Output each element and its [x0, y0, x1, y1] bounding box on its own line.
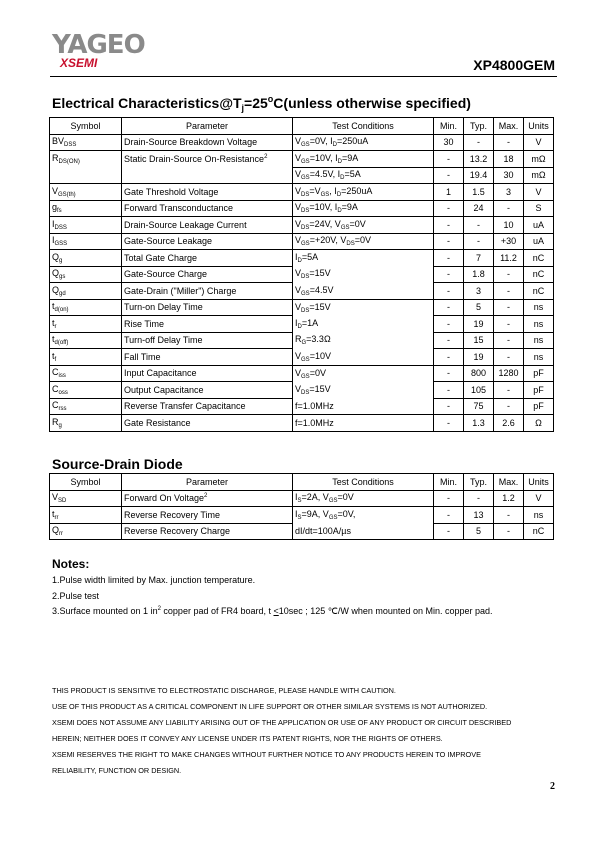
min-cell: -	[434, 365, 464, 382]
symbol-cell: $I_{GSS}$	[50, 233, 122, 250]
unit-cell: uA	[524, 217, 554, 234]
table-row	[50, 398, 554, 415]
min-cell: -	[434, 523, 464, 540]
typ-cell: -	[464, 134, 494, 151]
table-row	[50, 283, 554, 300]
parameter-cell: Input Capacitance	[122, 365, 293, 382]
max-cell: +30	[494, 233, 524, 250]
table-row	[50, 233, 554, 250]
table-row	[50, 365, 554, 382]
condition-cell: $V_{DS}=15V$	[293, 266, 434, 283]
max-cell: -	[494, 332, 524, 349]
electrical-characteristics-table	[49, 117, 554, 432]
condition-cell: $V_{DS}=V_{GS}$, $I_D=250uA$	[293, 184, 434, 201]
disclaimer-line: THIS PRODUCT IS SENSITIVE TO ELECTROSTATIC DISCHARGE, PLEASE HANDLE WITH CAUTION.	[52, 686, 396, 695]
unit-cell: nC	[524, 283, 554, 300]
table-header-row	[50, 474, 554, 491]
condition-cell: $I_S=2A$, $V_{GS}=0V$	[293, 490, 434, 507]
table-row	[50, 217, 554, 234]
parameter-cell: Gate-Source Charge	[122, 266, 293, 283]
unit-cell: ns	[524, 507, 554, 524]
parameter-cell: Forward On Voltage$^2$	[122, 490, 293, 507]
parameter-cell: Gate-Drain ("Miller") Charge	[122, 283, 293, 300]
symbol-cell: $t_{d(off)}$	[50, 332, 122, 349]
column-header-test-conditions: Test Conditions	[293, 118, 434, 135]
condition-cell: dI/dt=100A/µs	[293, 523, 434, 540]
max-cell: -	[494, 200, 524, 217]
column-header-parameter: Parameter	[122, 118, 293, 135]
unit-cell: pF	[524, 365, 554, 382]
parameter-cell: Gate Resistance	[122, 415, 293, 432]
disclaimer-line: RELIABILITY, FUNCTION OR DESIGN.	[52, 766, 182, 775]
unit-cell: ns	[524, 332, 554, 349]
parameter-cell: Reverse Recovery Charge	[122, 523, 293, 540]
unit-cell: pF	[524, 382, 554, 399]
min-cell: -	[434, 415, 464, 432]
typ-cell: -	[464, 233, 494, 250]
symbol-cell: $V_{SD}$	[50, 490, 122, 507]
column-header-units: Units	[524, 118, 554, 135]
unit-cell: V	[524, 184, 554, 201]
min-cell: -	[434, 382, 464, 399]
min-cell: -	[434, 507, 464, 524]
symbol-cell: $C_{rss}$	[50, 398, 122, 415]
symbol-cell: $t_f$	[50, 349, 122, 366]
condition-cell: $V_{DS}=24V$, $V_{GS}=0V$	[293, 217, 434, 234]
max-cell: -	[494, 523, 524, 540]
typ-cell: 105	[464, 382, 494, 399]
symbol-cell: $g_{fs}$	[50, 200, 122, 217]
max-cell: 30	[494, 167, 524, 184]
column-header-test-conditions: Test Conditions	[293, 474, 434, 491]
symbol-cell	[50, 167, 122, 184]
condition-cell: $I_S=9A$, $V_{GS}=0V$,	[293, 507, 434, 524]
table-header-row	[50, 118, 554, 135]
typ-cell: 19	[464, 316, 494, 333]
header-divider	[50, 76, 557, 77]
parameter-cell: Reverse Transfer Capacitance	[122, 398, 293, 415]
unit-cell: V	[524, 490, 554, 507]
column-header-symbol: Symbol	[50, 118, 122, 135]
disclaimer-line: XSEMI RESERVES THE RIGHT TO MAKE CHANGES WITHOUT FURTHER NOTICE TO ANY PRODUCTS HEREIN TO IMPROVE	[52, 750, 481, 759]
unit-cell: mΩ	[524, 151, 554, 168]
parameter-cell: Static Drain-Source On-Resistance$^2$	[122, 151, 293, 168]
condition-cell: $I_D=5A$	[293, 250, 434, 267]
disclaimer-line: USE OF THIS PRODUCT AS A CRITICAL COMPONENT IN LIFE SUPPORT OR OTHER SIMILAR SYSTEMS IS NOT AUTHORIZED.	[52, 702, 488, 711]
unit-cell: Ω	[524, 415, 554, 432]
parameter-cell: Total Gate Charge	[122, 250, 293, 267]
max-cell: 18	[494, 151, 524, 168]
max-cell: 3	[494, 184, 524, 201]
symbol-cell: $t_r$	[50, 316, 122, 333]
typ-cell: 5	[464, 523, 494, 540]
max-cell: -	[494, 398, 524, 415]
min-cell: -	[434, 151, 464, 168]
typ-cell: -	[464, 490, 494, 507]
max-cell: -	[494, 134, 524, 151]
section-title-source-drain: Source-Drain Diode	[52, 456, 183, 472]
unit-cell: S	[524, 200, 554, 217]
note-2: 2.Pulse test	[52, 591, 100, 601]
symbol-cell: $Q_{gd}$	[50, 283, 122, 300]
table-row	[50, 134, 554, 151]
condition-cell: $V_{DS}=15V$	[293, 299, 434, 316]
unit-cell: uA	[524, 233, 554, 250]
symbol-cell: $V_{GS(th)}$	[50, 184, 122, 201]
disclaimer-line: XSEMI DOES NOT ASSUME ANY LIABILITY ARISING OUT OF THE APPLICATION OR USE OF ANY PRODUCT OR CIRCUIT DESCRIBED	[52, 718, 512, 727]
parameter-cell: Drain-Source Breakdown Voltage	[122, 134, 293, 151]
unit-cell: nC	[524, 250, 554, 267]
table-row	[50, 316, 554, 333]
column-header-parameter: Parameter	[122, 474, 293, 491]
typ-cell: 13	[464, 507, 494, 524]
unit-cell: pF	[524, 398, 554, 415]
column-header-max: Max.	[494, 474, 524, 491]
table-row	[50, 299, 554, 316]
symbol-cell: $t_{rr}$	[50, 507, 122, 524]
symbol-cell: $C_{oss}$	[50, 382, 122, 399]
typ-cell: -	[464, 217, 494, 234]
note-1: 1.Pulse width limited by Max. junction temperature.	[52, 575, 256, 585]
min-cell: -	[434, 316, 464, 333]
max-cell: -	[494, 266, 524, 283]
unit-cell: V	[524, 134, 554, 151]
condition-cell: $R_G=3.3\Omega$	[293, 332, 434, 349]
parameter-cell: Fall Time	[122, 349, 293, 366]
table-row	[50, 184, 554, 201]
condition-cell: f=1.0MHz	[293, 415, 434, 432]
column-header-typ: Typ.	[464, 474, 494, 491]
typ-cell: 1.8	[464, 266, 494, 283]
unit-cell: nC	[524, 523, 554, 540]
min-cell: -	[434, 266, 464, 283]
symbol-cell: $C_{iss}$	[50, 365, 122, 382]
unit-cell: ns	[524, 299, 554, 316]
typ-cell: 13.2	[464, 151, 494, 168]
parameter-cell: Gate Threshold Voltage	[122, 184, 293, 201]
parameter-cell: Reverse Recovery Time	[122, 507, 293, 524]
max-cell: -	[494, 349, 524, 366]
parameter-cell: Rise Time	[122, 316, 293, 333]
section-title-electrical: Electrical $Characteristics@T_j=25^oC(unless$ otherwise specified)	[52, 94, 471, 113]
typ-cell: 15	[464, 332, 494, 349]
min-cell: 1	[434, 184, 464, 201]
symbol-cell: $R_{DS(ON)}$	[50, 151, 122, 168]
typ-cell: 19.4	[464, 167, 494, 184]
table-row	[50, 507, 554, 524]
source-drain-diode-table	[49, 473, 554, 540]
column-header-min: Min.	[434, 474, 464, 491]
min-cell: -	[434, 217, 464, 234]
min-cell: -	[434, 490, 464, 507]
min-cell: -	[434, 167, 464, 184]
condition-cell: $V_{GS}=0V$, $I_D=250uA$	[293, 134, 434, 151]
max-cell: 10	[494, 217, 524, 234]
min-cell: -	[434, 200, 464, 217]
table-row	[50, 167, 554, 184]
max-cell: 2.6	[494, 415, 524, 432]
symbol-cell: $BV_{DSS}$	[50, 134, 122, 151]
condition-cell: $V_{GS}=+20V$, $V_{DS}=0V$	[293, 233, 434, 250]
max-cell: -	[494, 507, 524, 524]
unit-cell: ns	[524, 349, 554, 366]
max-cell: -	[494, 382, 524, 399]
min-cell: -	[434, 332, 464, 349]
unit-cell: mΩ	[524, 167, 554, 184]
min-cell: -	[434, 299, 464, 316]
table-row	[50, 266, 554, 283]
symbol-cell: $Q_{gs}$	[50, 266, 122, 283]
min-cell: -	[434, 250, 464, 267]
page-number: 2	[550, 781, 555, 792]
parameter-cell	[122, 167, 293, 184]
typ-cell: 1.5	[464, 184, 494, 201]
min-cell: -	[434, 349, 464, 366]
condition-cell: $V_{DS}=10V$, $I_D=9A$	[293, 200, 434, 217]
condition-cell: $V_{GS}=10V$, $I_D=9A$	[293, 151, 434, 168]
condition-cell: $V_{GS}=4.5V$	[293, 283, 434, 300]
typ-cell: 5	[464, 299, 494, 316]
company-logo	[52, 32, 145, 69]
notes-title: Notes:	[52, 557, 90, 571]
parameter-cell: Drain-Source Leakage Current	[122, 217, 293, 234]
condition-cell: $V_{GS}=10V$	[293, 349, 434, 366]
max-cell: -	[494, 316, 524, 333]
parameter-cell: Forward Transconductance	[122, 200, 293, 217]
parameter-cell: Gate-Source Leakage	[122, 233, 293, 250]
condition-cell: $V_{DS}=15V$	[293, 382, 434, 399]
column-header-max: Max.	[494, 118, 524, 135]
column-header-symbol: Symbol	[50, 474, 122, 491]
unit-cell: ns	[524, 316, 554, 333]
typ-cell: 19	[464, 349, 494, 366]
logo-wordmark: YAGEO	[52, 30, 145, 60]
parameter-cell: Turn-on Delay Time	[122, 299, 293, 316]
condition-cell: f=1.0MHz	[293, 398, 434, 415]
min-cell: 30	[434, 134, 464, 151]
max-cell: 1.2	[494, 490, 524, 507]
typ-cell: 1.3	[464, 415, 494, 432]
unit-cell: nC	[524, 266, 554, 283]
typ-cell: 800	[464, 365, 494, 382]
max-cell: -	[494, 299, 524, 316]
typ-cell: 75	[464, 398, 494, 415]
condition-cell: $V_{GS}=0V$	[293, 365, 434, 382]
table-row	[50, 349, 554, 366]
typ-cell: 7	[464, 250, 494, 267]
min-cell: -	[434, 283, 464, 300]
table-row	[50, 151, 554, 168]
min-cell: -	[434, 233, 464, 250]
table-row	[50, 490, 554, 507]
condition-cell: $V_{GS}=4.5V$, $I_D=5A$	[293, 167, 434, 184]
symbol-cell: $Q_g$	[50, 250, 122, 267]
typ-cell: 3	[464, 283, 494, 300]
part-number: XP4800GEM	[473, 57, 555, 73]
symbol-cell: $t_{d(on)}$	[50, 299, 122, 316]
note-3: 3.Surface mounted on 1 $in^2$ copper pad of FR4 board, t <10sec ; 125 ℃/W when mounted on Min. copper pad.	[52, 606, 493, 616]
column-header-min: Min.	[434, 118, 464, 135]
max-cell: -	[494, 283, 524, 300]
max-cell: 1280	[494, 365, 524, 382]
logo-subbrand: XSEMI	[60, 56, 98, 70]
symbol-cell: $I_{DSS}$	[50, 217, 122, 234]
symbol-cell: $R_g$	[50, 415, 122, 432]
column-header-typ: Typ.	[464, 118, 494, 135]
disclaimer-line: HEREIN; NEITHER DOES IT CONVEY ANY LICENSE UNDER ITS PATENT RIGHTS, NOR THE RIGHTS OF OTHERS.	[52, 734, 443, 743]
table-row	[50, 415, 554, 432]
parameter-cell: Turn-off Delay Time	[122, 332, 293, 349]
column-header-units: Units	[524, 474, 554, 491]
condition-cell: $I_D=1A$	[293, 316, 434, 333]
table-row	[50, 382, 554, 399]
table-row	[50, 523, 554, 540]
min-cell: -	[434, 398, 464, 415]
table-row	[50, 200, 554, 217]
max-cell: 11.2	[494, 250, 524, 267]
typ-cell: 24	[464, 200, 494, 217]
parameter-cell: Output Capacitance	[122, 382, 293, 399]
table-row	[50, 332, 554, 349]
symbol-cell: $Q_{rr}$	[50, 523, 122, 540]
table-row	[50, 250, 554, 267]
